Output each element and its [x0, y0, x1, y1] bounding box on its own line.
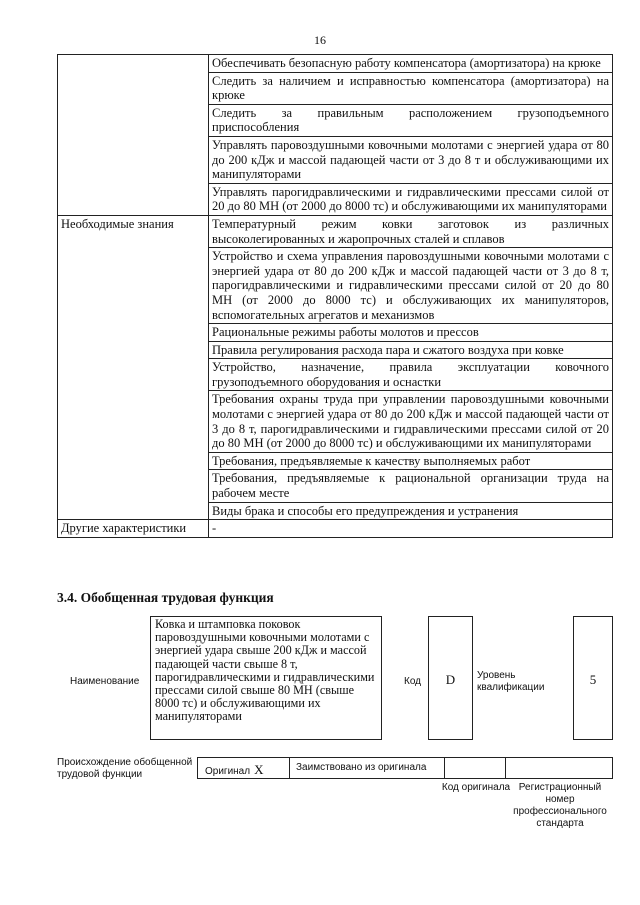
function-name-box: Ковка и штамповка поковок паровоздушными ковочными молотами с энергией удара свыше 200 кДж и массой падающей части свыше 8 т, парогидравлическими и гидравлическими прессами силой свыше 80 МН (свыше 8000 тс) и обслуживающими их манипуляторами — [150, 616, 382, 740]
table-cell: Требования, предъявляемые к рациональной организации труда на рабочем месте — [209, 470, 613, 502]
table-row — [58, 215, 613, 247]
level-box: 5 — [573, 616, 613, 740]
original-cell — [197, 757, 290, 779]
code-box: D — [428, 616, 473, 740]
table-cell: Правила регулирования расхода пара и сжатого воздуха при ковке — [209, 341, 613, 359]
code-label: Код — [404, 676, 422, 687]
table-cell: Устройство и схема управления паровоздушными ковочными молотами с энергией удара от 80 до 200 кДж и массой падающей части от 3 до 8 т, парогидравлическими и гидравлическими прессами силой от 20 до 80 МН (от 2000 до 8000 тс) и обслуживающих их манипуляторов, вспомогательных агрегатов и механизмов — [209, 248, 613, 324]
table-cell: Требования охраны труда при управлении паровоздушными ковочными молотами с энергией удара от 80 до 200 кДж и массой падающей части от 3 до 8 т, парогидравлическими и гидравлическими прессами силой от 20 до 80 МН (от 2000 до 8000 тс) и обслуживающими их манипуляторами — [209, 391, 613, 452]
table-row — [58, 520, 613, 538]
section-title: 3.4. Обобщенная трудовая функция — [57, 590, 274, 605]
original-label: Оригинал — [205, 766, 251, 777]
table-cell: Рациональные режимы работы молотов и прессов — [209, 324, 613, 342]
origin-label: Происхождение обобщенной трудовой функции — [57, 757, 193, 780]
table-cell: Управлять парогидравлическими и гидравлическими прессами силой от 20 до 80 МН (от 2000 до 8000 тс) и обслуживающими их манипуляторами — [209, 183, 613, 215]
table-row — [58, 55, 613, 73]
other-label-cell: Другие характеристики — [58, 520, 209, 538]
table-cell: Устройство, назначение, правила эксплуатации ковочного грузоподъемного оборудования и оснастки — [209, 359, 613, 391]
code-original-label: Код оригинала — [441, 782, 511, 793]
table-cell: Следить за правильным расположением грузоподъемного приспособления — [209, 104, 613, 136]
borrowed-cell: Заимствовано из оригинала — [290, 757, 445, 779]
name-label: Наименование — [70, 676, 140, 687]
level-label: Уровень квалификации — [477, 670, 545, 693]
table-cell: Виды брака и способы его предупреждения и устранения — [209, 502, 613, 520]
knowledge-label-cell: Необходимые знания — [58, 215, 209, 519]
page-number: 16 — [314, 33, 326, 47]
table-cell: Требования, предъявляемые к качеству выполняемых работ — [209, 452, 613, 470]
original-mark: X — [254, 762, 264, 777]
table-cell: Следить за наличием и исправностью компенсатора (амортизатора) на крюке — [209, 72, 613, 104]
table-cell: Обеспечивать безопасную работу компенсатора (амортизатора) на крюке — [209, 55, 613, 73]
table-cell: Управлять паровоздушными ковочными молотами с энергией удара от 80 до 200 кДж и массой падающей части от 3 до 8 т и обслуживающими их манипуляторами — [209, 136, 613, 183]
reg-number-cell — [505, 757, 613, 779]
skills-label-cell — [58, 55, 209, 216]
table-cell: - — [209, 520, 613, 538]
table-cell: Температурный режим ковки заготовок из различных высоколегированных и жаропрочных сталей и сплавов — [209, 215, 613, 247]
reg-number-label: Регистрационный номер профессионального стандарта — [513, 782, 607, 829]
code-original-cell — [445, 757, 505, 779]
skills-table — [57, 54, 613, 538]
